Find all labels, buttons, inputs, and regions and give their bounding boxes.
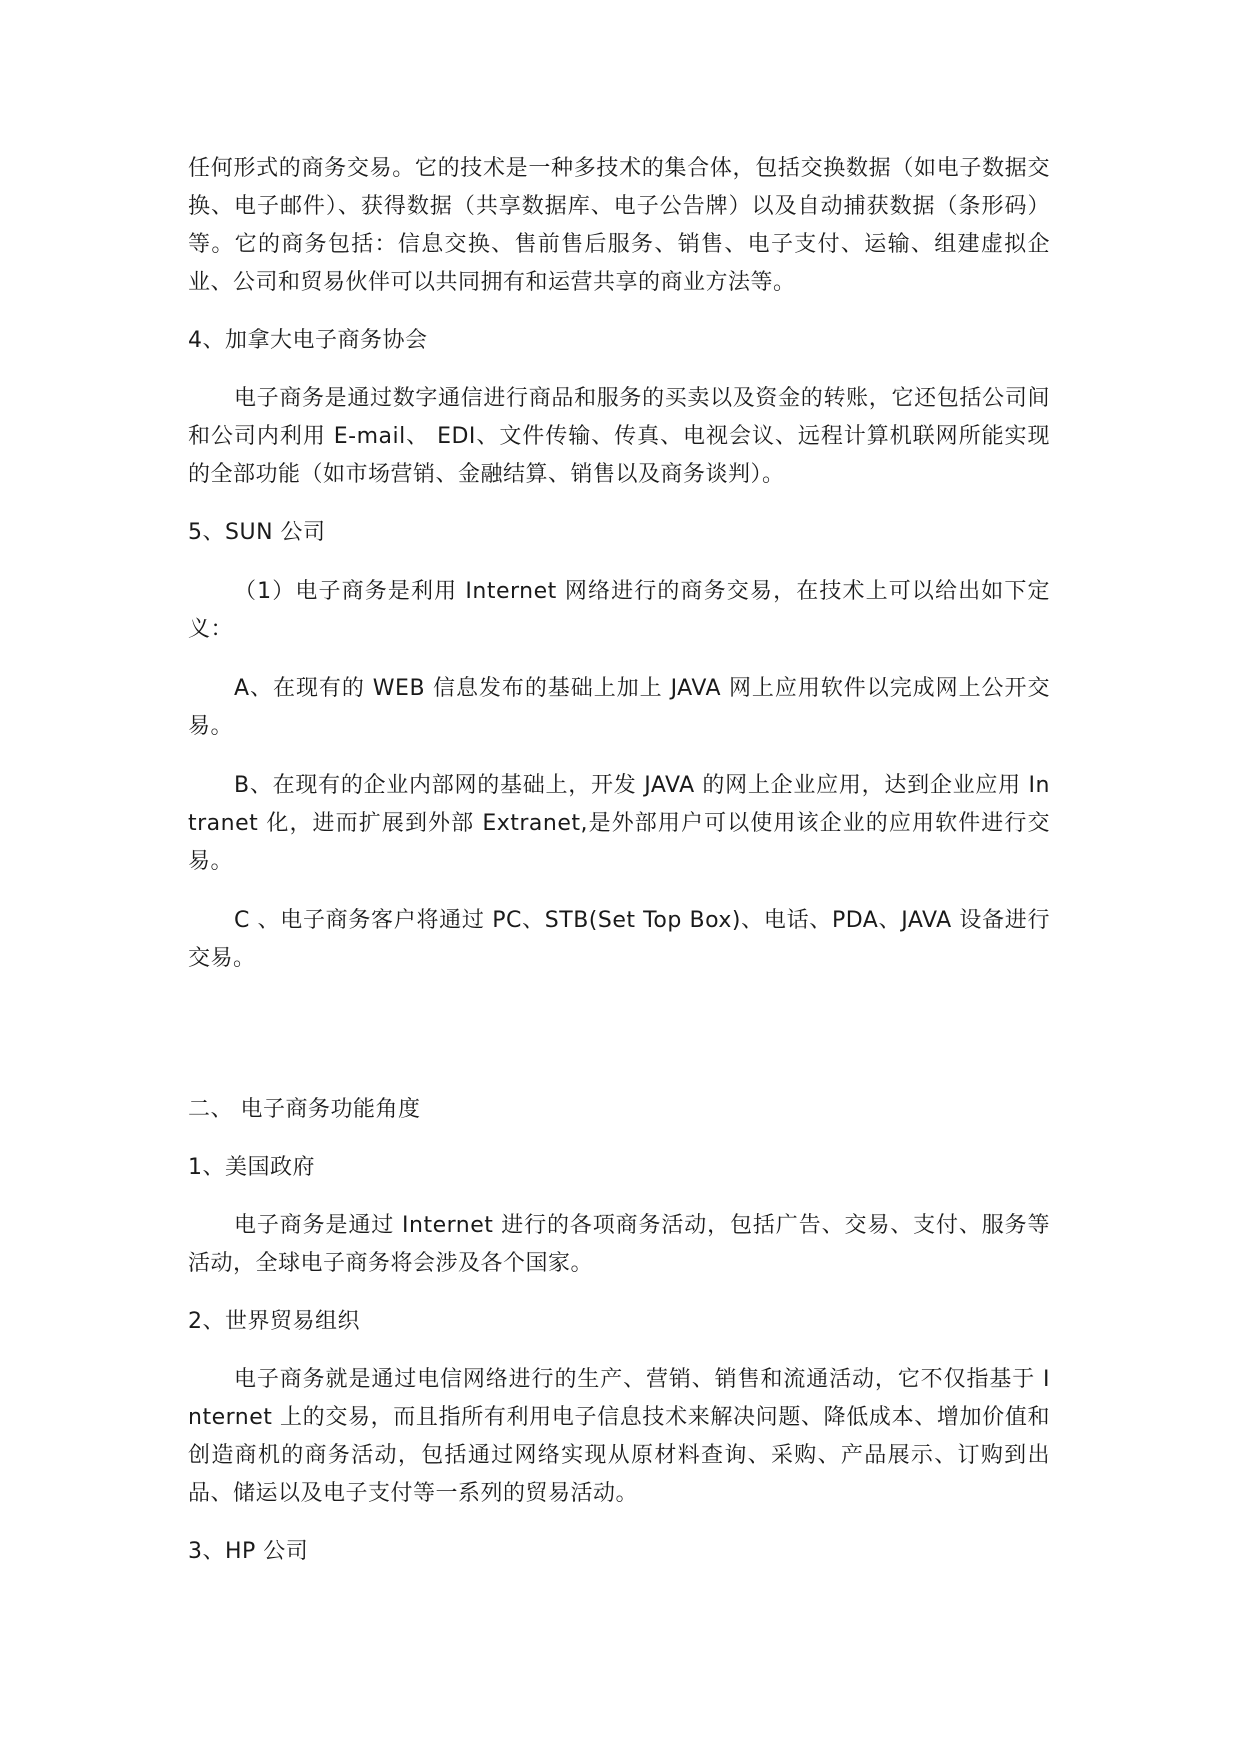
paragraph-sun-b: B、在现有的企业内部网的基础上，开发 JAVA 的网上企业应用，达到企业应用 Intranet 化，进而扩展到外部 Extranet,是外部用户可以使用该企业的应用软件进行交易。	[188, 773, 1050, 874]
heading-us-government: 1、美国政府	[188, 1155, 315, 1180]
heading-canada-ec-association: 4、加拿大电子商务协会	[188, 328, 428, 353]
paragraph-sun-a: A、在现有的 WEB 信息发布的基础上加上 JAVA 网上应用软件以完成网上公开交易。	[188, 676, 1050, 739]
heading-sun: 5、SUN 公司	[188, 520, 326, 545]
paragraph-us-government: 电子商务是通过 Internet 进行的各项商务活动，包括广告、交易、支付、服务等活动，全球电子商务将会涉及各个国家。	[188, 1213, 1050, 1276]
paragraph-sun-1: （1）电子商务是利用 Internet 网络进行的商务交易，在技术上可以给出如下定义：	[188, 579, 1050, 642]
paragraph-wto: 电子商务就是通过电信网络进行的生产、营销、销售和流通活动，它不仅指基于 Internet 上的交易，而且指所有利用电子信息技术来解决问题、降低成本、增加价值和创造商机的商务活动，包括通过网络实现从原材料查询、采购、产品展示、订购到出品、储运以及电子支付等一系列的贸易活动。	[188, 1367, 1050, 1506]
paragraph-intro: 任何形式的商务交易。它的技术是一种多技术的集合体，包括交换数据（如电子数据交换、电子邮件）、获得数据（共享数据库、电子公告牌）以及自动捕获数据（条形码）等。它的商务包括：信息交换、售前售后服务、销售、电子支付、运输、组建虚拟企业、公司和贸易伙伴可以共同拥有和运营共享的商业方法等。	[188, 156, 1050, 295]
paragraph-sun-c: C 、电子商务客户将通过 PC、STB(Set Top Box)、电话、PDA、JAVA 设备进行交易。	[188, 908, 1050, 971]
paragraph-canada-definition: 电子商务是通过数字通信进行商品和服务的买卖以及资金的转账，它还包括公司间和公司内利用 E-mail、 EDI、文件传输、传真、电视会议、远程计算机联网所能实现的全部功能（如市场营销、金融结算、销售以及商务谈判）。	[188, 386, 1050, 487]
document-page	[188, 150, 1050, 1571]
heading-wto: 2、世界贸易组织	[188, 1309, 360, 1334]
heading-hp: 3、HP 公司	[188, 1539, 309, 1564]
section-heading-functional-perspective: 二、 电子商务功能角度	[188, 1097, 421, 1122]
